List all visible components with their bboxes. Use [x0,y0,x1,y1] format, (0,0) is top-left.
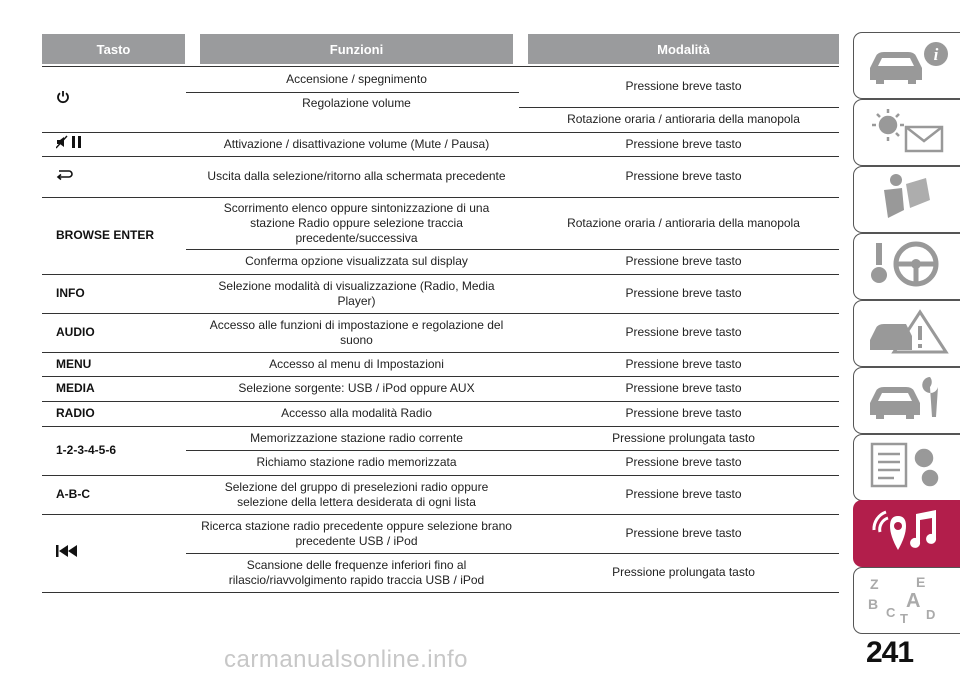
function-text: Richiamo stazione radio memorizzata [256,455,457,469]
power-icon [56,90,70,108]
sidebar-tab-emergency[interactable] [853,300,960,367]
function-text: Scorrimento elenco oppure sintonizzazione di una stazione Radio oppure selezione traccia precedente/successiva [223,200,490,245]
key-abc: A-B-C [56,487,90,501]
function-text: Accesso alla modalità Radio [281,406,432,420]
key-mute-pause [56,132,186,156]
mode-text: Rotazione oraria / antioraria della manopola [567,112,800,126]
mode-text: Pressione breve tasto [625,356,742,371]
skip-back-icon [56,545,78,561]
index-letter: A [906,590,921,612]
function-text: Attivazione / disattivazione volume (Mute / Pausa) [223,136,490,151]
mode-text: Pressione breve tasto [625,254,742,268]
mode-text: Pressione breve tasto [625,136,742,151]
key-radio: RADIO [56,406,95,420]
key-browse-enter: BROWSE ENTER [56,228,155,242]
function-text: Accensione / spegnimento [286,71,427,86]
key-menu: MENU [56,356,92,371]
key-audio: AUDIO [56,325,95,339]
key-back [56,156,186,197]
maintenance-icon [866,373,950,428]
mode-text: Pressione breve tasto [625,487,742,501]
car-info-icon [866,38,950,93]
page-number: 241 [866,636,914,669]
index-letter: E [916,574,926,590]
function-text: Accesso al menu di Impostazioni [269,356,444,371]
index-letter: Z [870,576,879,592]
mode-text: Pressione prolungata tasto [612,565,755,579]
key-skip-back [56,514,186,592]
key-media: MEDIA [56,381,95,395]
multimedia-icon [866,506,950,561]
mode-text: Rotazione oraria / antioraria della manopola [567,215,800,230]
back-arrow-icon [56,169,74,185]
sidebar-tab-car-info[interactable] [853,32,960,99]
function-text: Regolazione volume [302,96,411,110]
function-text: Uscita dalla selezione/ritorno alla schermata precedente [207,169,506,183]
mode-text: Pressione breve tasto [625,455,742,469]
function-text: Selezione del gruppo di preselezioni radio oppure selezione della lettera desiderata di ogni lista [224,479,489,509]
function-text: Ricerca stazione radio precedente oppure selezione brano precedente USB / iPod [201,518,512,548]
index-icon [866,573,950,628]
key-power [56,66,186,132]
warning-lights-icon [866,105,950,160]
mute-pause-icon [56,135,86,153]
seat-airbag-icon [866,172,950,227]
watermark: carmanualsonline.info [224,646,468,673]
header-modalita: Modalità [528,34,839,64]
sidebar-tab-multimedia[interactable] [853,500,960,567]
mode-text: Pressione breve tasto [625,325,742,339]
index-letter: C [886,605,896,620]
divider [186,92,519,93]
mode-text: Pressione breve tasto [625,169,742,183]
mode-text: Pressione breve tasto [625,381,742,395]
sidebar-tab-maintenance[interactable] [853,367,960,434]
mode-text: Pressione breve tasto [625,79,742,93]
key-info: INFO [56,286,85,300]
mode-text: Pressione breve tasto [625,406,742,420]
sidebar-tab-warning-lights[interactable] [853,99,960,166]
header-tasto: Tasto [42,34,185,64]
mode-text: Pressione breve tasto [625,286,742,300]
steering-wheel-icon [866,239,950,294]
header-funzioni: Funzioni [200,34,513,64]
mode-text: Pressione prolungata tasto [612,430,755,445]
technical-data-icon [866,440,950,495]
sidebar-tab-seat-airbag[interactable] [853,166,960,233]
index-letter: T [900,611,908,623]
mode-text: Pressione breve tasto [625,526,742,540]
emergency-icon [866,306,950,361]
sidebar-tab-technical-data[interactable] [853,434,960,501]
function-text: Scansione delle frequenze inferiori fino al rilascio/riavvolgimento rapido traccia USB / iPod [228,557,485,587]
function-text: Accesso alle funzioni di impostazione e regolazione del suono [209,317,504,347]
index-letter: D [926,607,936,622]
sidebar-tab-index[interactable] [853,567,960,634]
svg-text:i: i [933,45,939,64]
function-text: Selezione modalità di visualizzazione (Radio, Media Player) [218,278,495,308]
function-text: Selezione sorgente: USB / iPod oppure AUX [238,381,475,395]
sidebar-tab-steering-wheel[interactable] [853,233,960,300]
function-text: Conferma opzione visualizzata sul display [245,254,468,268]
index-letter: B [868,596,879,612]
function-text: Memorizzazione stazione radio corrente [250,430,463,445]
divider [42,592,839,593]
key-presets: 1-2-3-4-5-6 [56,443,117,457]
